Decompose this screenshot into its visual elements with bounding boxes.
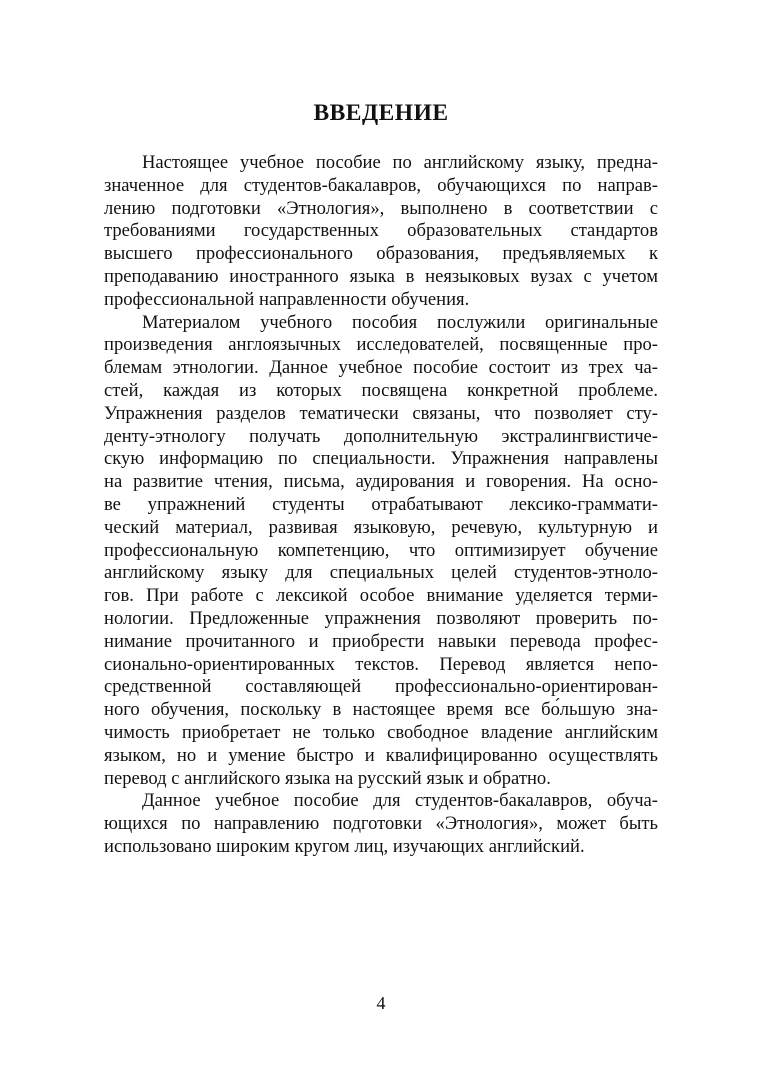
text-line: ве упражнений студенты отрабатывают лексико-граммати- <box>104 493 658 515</box>
page-number: 4 <box>376 993 386 1013</box>
text-line: значенное для студентов-бакалавров, обучающихся по направ- <box>104 174 658 196</box>
text-line: нимание прочитанного и приобрести навыки перевода профес- <box>104 630 658 652</box>
text-line: профессиональную компетенцию, что оптимизирует обучение <box>104 539 658 561</box>
text-line: английскому языку для специальных целей студентов-этноло- <box>104 562 658 584</box>
text-line: сионально-ориентированных текстов. Перевод является непо- <box>104 653 658 675</box>
text-line: перевод с английского языка на русский язык и обратно. <box>104 767 551 789</box>
text-line: профессиональной направленности обучения. <box>104 288 470 310</box>
text-line: Упражнения разделов тематически связаны, что позволяет сту- <box>104 402 658 424</box>
page-title: ВВЕДЕНИЕ <box>313 100 449 126</box>
text-line: лению подготовки «Этнология», выполнено в соответствии с <box>104 197 658 219</box>
text-line: чимость приобретает не только свободное владение английским <box>104 721 658 743</box>
text-line: нологии. Предложенные упражнения позволяют проверить по- <box>104 607 658 629</box>
text-line: на развитие чтения, письма, аудирования и говорения. На осно- <box>104 471 658 493</box>
paragraph <box>104 790 658 858</box>
text-line: преподаванию иностранного языка в неязыковых вузах с учетом <box>104 265 658 287</box>
text-line: денту-этнологу получать дополнительную экстралингвистиче- <box>104 425 658 447</box>
text-line: языком, но и умение быстро и квалифицированно осуществлять <box>104 744 658 766</box>
text-line: Настоящее учебное пособие по английскому языку, предна- <box>142 152 658 173</box>
body-text <box>104 152 658 859</box>
text-line: Материалом учебного пособия послужили оригинальные <box>142 311 658 333</box>
text-line: стей, каждая из которых посвящена конкретной проблеме. <box>104 379 658 401</box>
text-line: произведения англоязычных исследователей, посвященные про- <box>104 334 658 356</box>
text-line: ющихся по направлению подготовки «Этнология», может быть <box>104 813 658 835</box>
text-line: высшего профессионального образования, предъявляемых к <box>104 243 658 265</box>
text-line: требованиями государственных образовательных стандартов <box>104 220 658 242</box>
text-line: ческий материал, развивая языковую, речевую, культурную и <box>104 516 658 538</box>
paragraph <box>104 312 658 791</box>
paragraph <box>104 152 658 312</box>
text-line: блемам этнологии. Данное учебное пособие состоит из трех ча- <box>104 357 658 379</box>
text-line: использовано широким кругом лиц, изучающих английский. <box>104 835 585 857</box>
text-line: скую информацию по специальности. Упражнения направлены <box>104 448 658 470</box>
text-line: гов. При работе с лексикой особое внимание уделяется терми- <box>104 585 658 607</box>
text-line: ного обучения, поскольку в настоящее время все бо́льшую зна- <box>104 699 658 721</box>
text-line: Данное учебное пособие для студентов-бакалавров, обуча- <box>142 790 658 812</box>
text-line: средственной составляющей профессионально-ориентирован- <box>104 676 658 698</box>
